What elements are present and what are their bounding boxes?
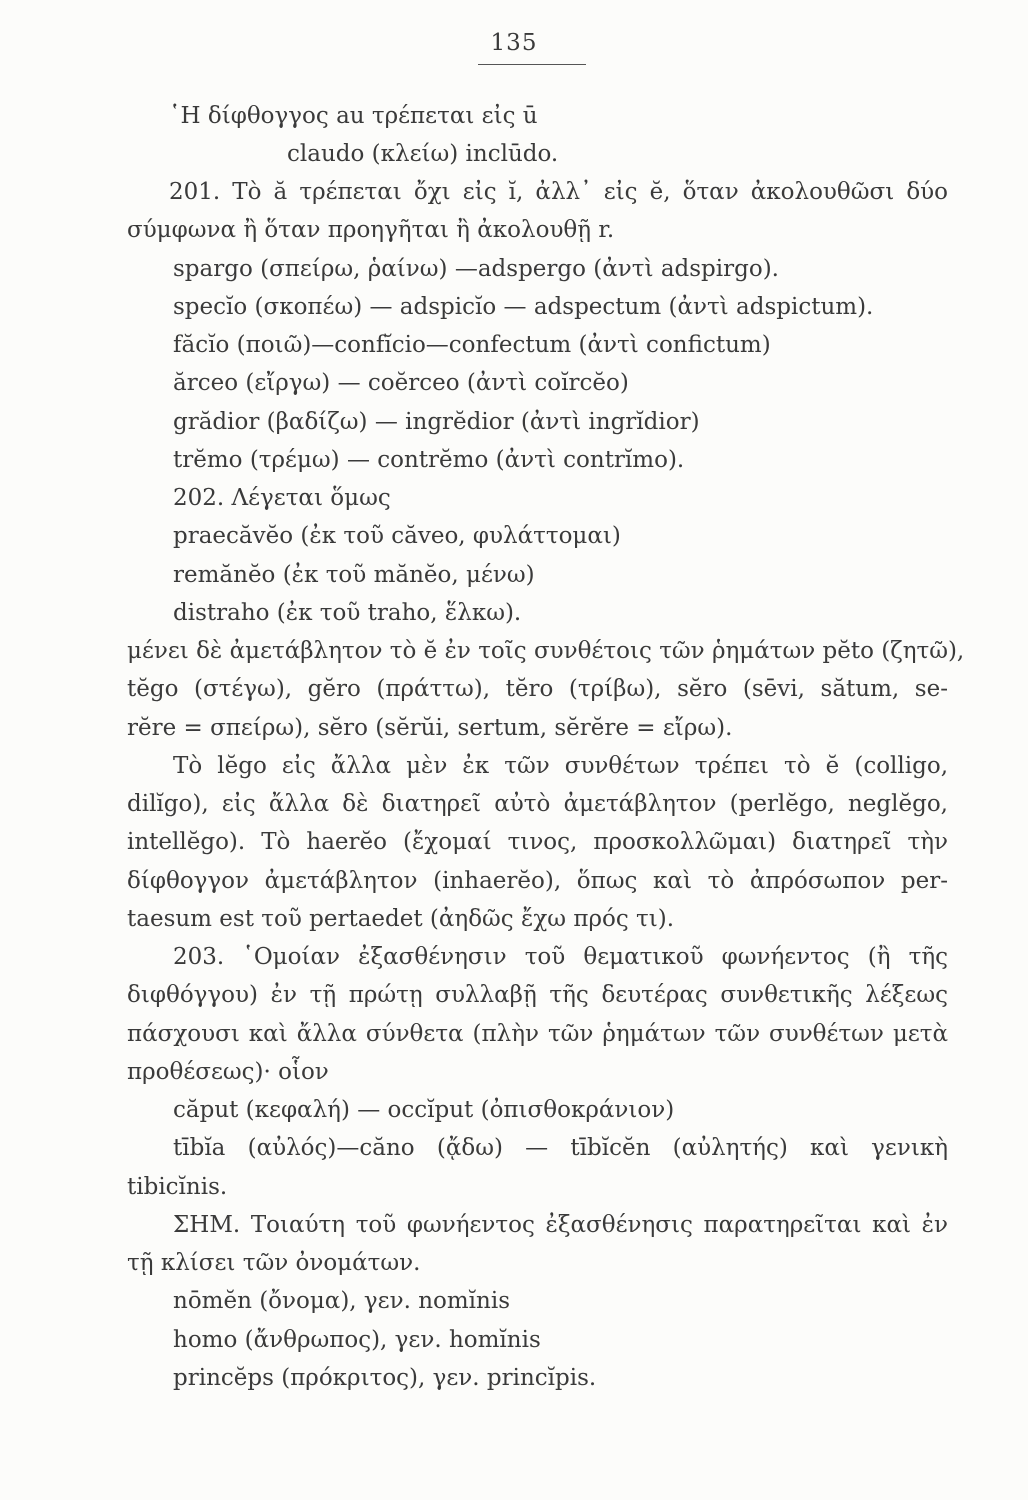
text-line: Τὸ lĕgo εἰς ἄλλα μὲν ἐκ τῶν συνθέτων τρέπει τὸ ĕ (colligo,: [173, 753, 948, 779]
text-line: dilĭgo), εἰς ἄλλα δὲ διατηρεῖ αὐτὸ ἀμετάβλητον (perlĕgo, neglĕgo,: [127, 791, 948, 817]
text-line: διφθόγγου) ἐν τῇ πρώτῃ συλλαβῇ τῆς δευτέρας συνθετικῆς λέξεως: [127, 982, 948, 1008]
page-number-rule: [478, 64, 586, 65]
text-line: spargo (σπείρω, ῥαίνω) —adspergo (ἀντὶ adspirgo).: [173, 256, 779, 282]
text-line: claudo (κλείω) inclūdo.: [287, 141, 559, 167]
text-line: rĕre = σπείρω), sĕro (sĕrŭi, sertum, sĕrĕre = εἴρω).: [127, 715, 733, 741]
text-line: praecăvĕo (ἐκ τοῦ căveo, φυλάττομαι): [173, 523, 621, 549]
text-line: remănĕo (ἐκ τοῦ mănĕo, μένω): [173, 562, 535, 588]
text-line: căput (κεφαλή) — occĭput (ὀπισθοκράνιον): [173, 1097, 675, 1123]
text-line: taesum est τοῦ pertaedet (ἀηδῶς ἔχω πρός τι).: [127, 906, 675, 932]
paragraph-201-start: 201. Τὸ ă τρέπεται ὄχι εἰς ĭ, ἀλλ᾽ εἰς ĕ, ὅταν ἀκολουθῶσι δύο: [169, 179, 948, 205]
text-line: distraho (ἐκ τοῦ traho, ἕλκω).: [173, 600, 522, 626]
text-line: trĕmo (τρέμω) — contrĕmo (ἀντὶ contrĭmo).: [173, 447, 685, 473]
text-line: princĕps (πρόκριτος), γεν. princĭpis.: [173, 1365, 597, 1391]
text-line: intellĕgo). Τὸ haerĕo (ἔχομαί τινος, προσκολλῶμαι) διατηρεῖ τὴν: [127, 829, 948, 855]
text-line: grădior (βαδίζω) — ingrĕdior (ἀντὶ ingrĭdior): [173, 409, 700, 435]
text-line: homo (ἄνθρωπος), γεν. homĭnis: [173, 1327, 541, 1353]
text-line: specĭo (σκοπέω) — adspicĭo — adspectum (ἀντὶ adspictum).: [173, 294, 874, 320]
text-line: făcĭo (ποιῶ)—confĭcio—confectum (ἀντὶ confictum): [173, 332, 771, 358]
text-line: μένει δὲ ἀμετάβλητον τὸ ĕ ἐν τοῖς συνθέτοις τῶν ῥημάτων pĕto (ζητῶ),: [127, 638, 965, 664]
note-start: ΣΗΜ. Τοιαύτη τοῦ φωνήεντος ἐξασθένησις παρατηρεῖται καὶ ἐν: [173, 1212, 948, 1238]
paragraph-202-start: 202. Λέγεται ὅμως: [173, 485, 391, 511]
text-line: ărceo (εἴργω) — coĕrceo (ἀντὶ coĭrcĕo): [173, 370, 629, 396]
text-line: nōmĕn (ὄνομα), γεν. nomĭnis: [173, 1288, 510, 1314]
text-line: δίφθογγον ἀμετάβλητον (inhaerĕo), ὅπως καὶ τὸ ἀπρόσωπον per-: [127, 868, 948, 894]
text-line: ῾Η δίφθογγος au τρέπεται εἰς ū: [169, 103, 538, 129]
paragraph-203-start: 203. ῾Ομοίαν ἐξασθένησιν τοῦ θεματικοῦ φωνήεντος (ἢ τῆς: [173, 944, 948, 970]
page-number: 135: [490, 30, 538, 56]
text-line: σύμφωνα ἢ ὅταν προηγῆται ἢ ἀκολουθῇ r.: [127, 217, 615, 243]
text-line: τῇ κλίσει τῶν ὀνομάτων.: [127, 1250, 421, 1276]
text-line: tībĭa (αὐλός)—căno (ᾄδω) — tībĭcĕn (αὐλητής) καὶ γενικὴ: [173, 1135, 948, 1161]
text-line: πάσχουσι καὶ ἄλλα σύνθετα (πλὴν τῶν ῥημάτων τῶν συνθέτων μετὰ: [127, 1021, 948, 1047]
text-line: tibicĭnis.: [127, 1174, 228, 1200]
text-line: προθέσεως)· οἷον: [127, 1059, 329, 1085]
text-line: tĕgo (στέγω), gĕro (πράττω), tĕro (τρίβω), sĕro (sēvi, sătum, se-: [127, 676, 948, 702]
